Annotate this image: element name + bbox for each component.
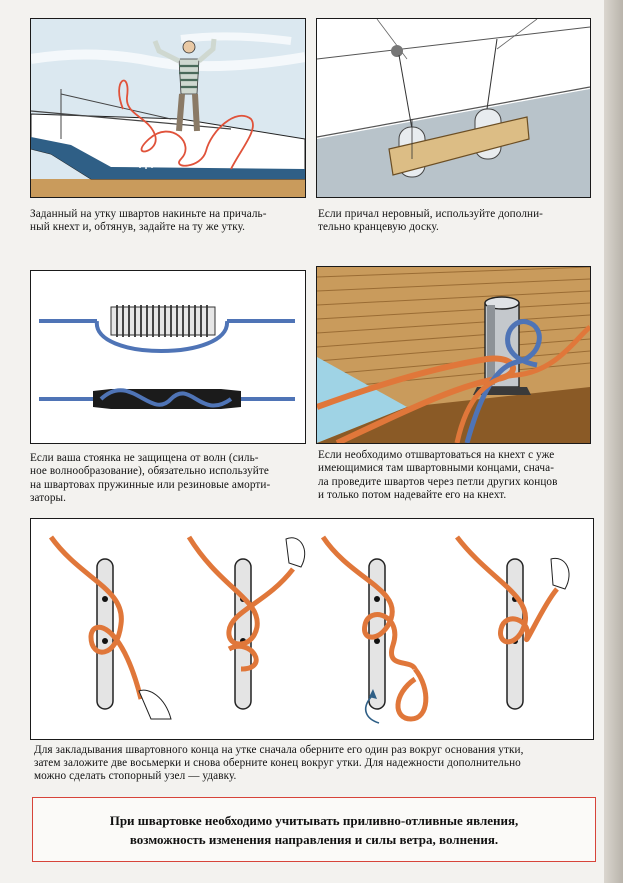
caption-line: ный кнехт и, обтянув, задайте на ту же утку. (30, 221, 246, 234)
caption-line: имеющимися там швартовными концами, снача- (318, 462, 555, 475)
caption-line: и только потом надевайте его на кнехт. (318, 489, 507, 502)
caption-bollard-lines (318, 449, 592, 503)
warning-note-line: При швартовке необходимо учитывать приливно-отливные явления, (109, 812, 519, 828)
warning-note-box (32, 797, 596, 862)
caption-line: Если причал неровный, используйте дополни- (318, 208, 543, 220)
illustration-mooring-snubbers (30, 270, 306, 444)
caption-line: на швартовах пружинные или резиновые аморти- (30, 478, 271, 491)
page-edge (604, 0, 623, 883)
caption-cleat-hitch (34, 744, 590, 782)
caption-mooring-snubbers (30, 452, 306, 506)
caption-line: Если ваша стоянка не защищена от волн (силь- (30, 452, 259, 464)
caption-line: затем заложите две восьмерки и снова оберните конец вокруг утки. Для надежности дополнительно (34, 756, 521, 769)
caption-line: тельно кранцевую доску. (318, 221, 439, 234)
caption-line: заторы. (30, 492, 67, 505)
caption-fender-board (318, 208, 592, 235)
caption-line: можно сделать стопорный узел — удавку. (34, 769, 237, 782)
illustration-bollard-lines (316, 266, 591, 444)
warning-note-line: возможность изменения направления и силы ветра, волнения. (129, 831, 499, 847)
caption-line: ное волнообразование), обязательно используйте (30, 465, 269, 478)
illustration-throw-mooring-line (30, 18, 306, 198)
caption-line: Заданный на утку швартов накиньте на причаль- (30, 208, 267, 220)
caption-throw-mooring-line (30, 208, 306, 235)
illustration-cleat-hitch-steps (30, 518, 594, 740)
caption-line: ла проведите швартов через петли других концов (318, 475, 558, 488)
caption-line: Для закладывания швартовного конца на утке сначала оберните его один раз вокруг основания утки, (34, 744, 524, 756)
caption-line: Если необходимо отшвартоваться на кнехт с уже (318, 449, 555, 461)
illustration-fender-board (316, 18, 591, 198)
